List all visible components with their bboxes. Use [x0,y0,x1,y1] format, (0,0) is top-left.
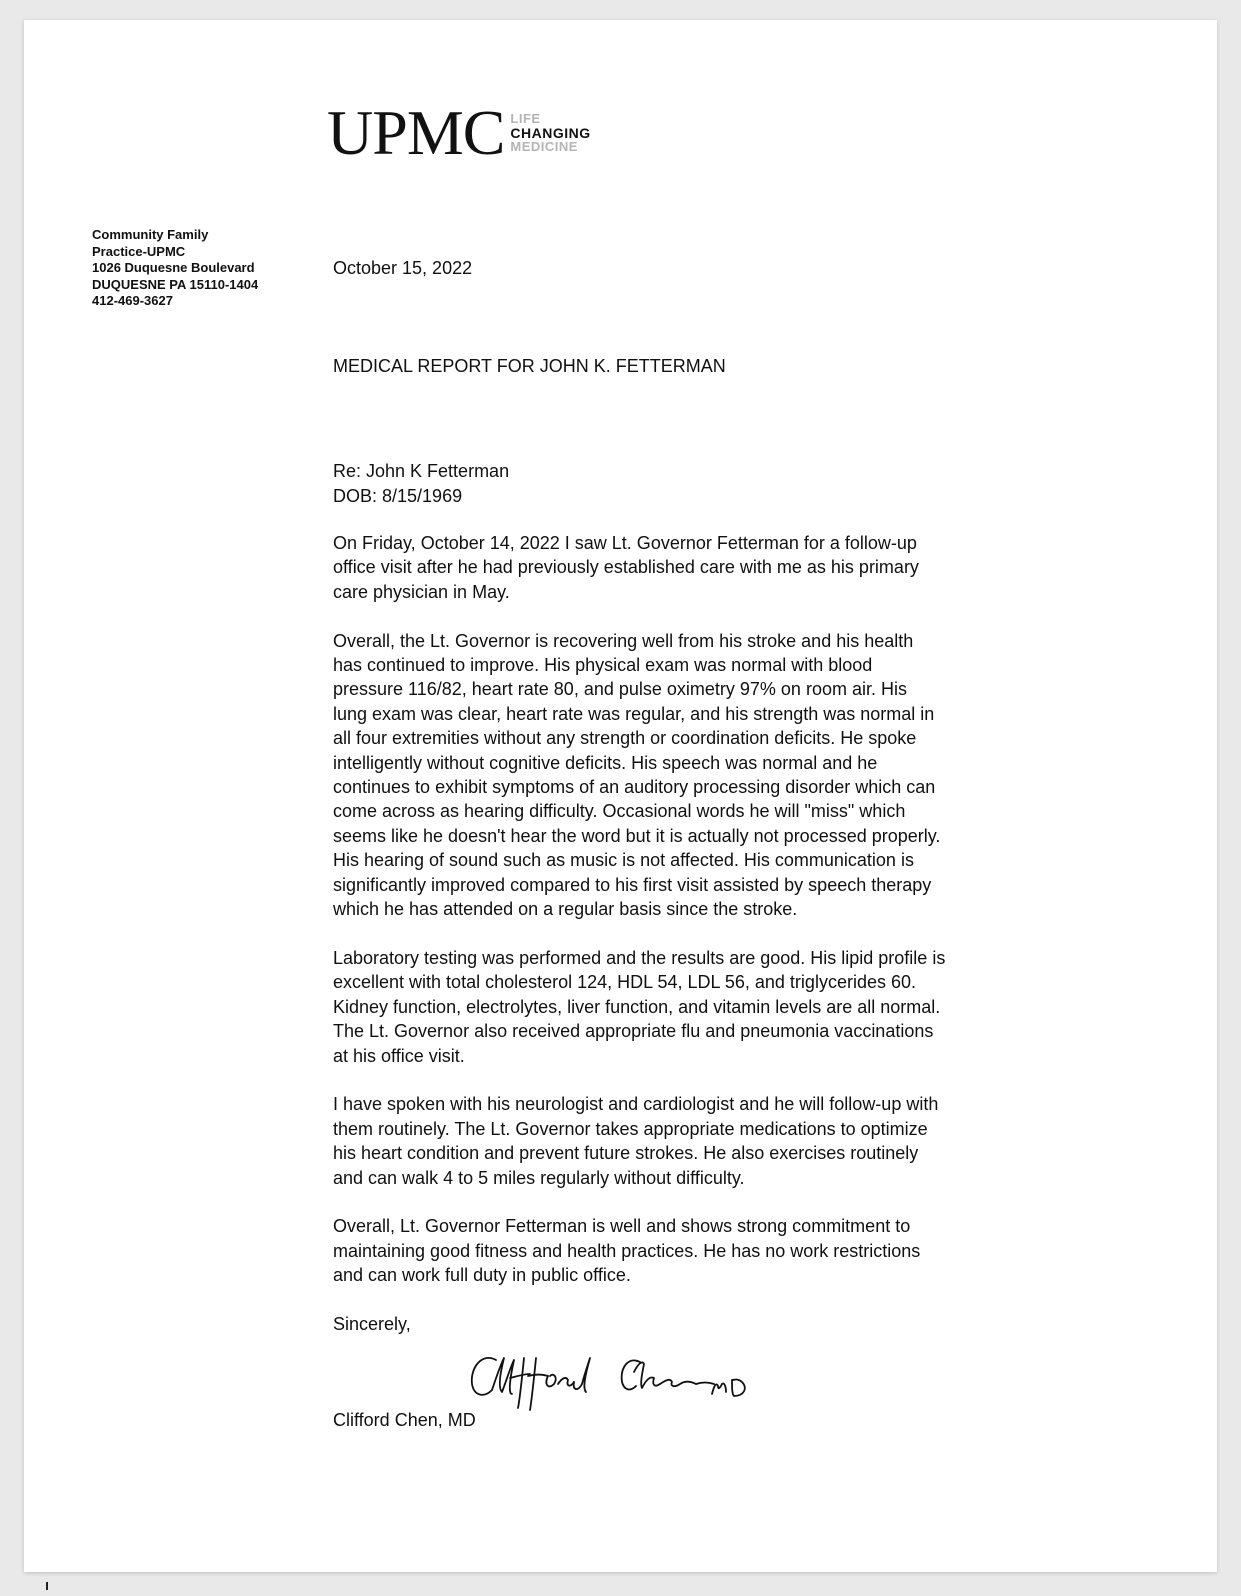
text-line: I have spoken with his neurologist and cardiologist and he will follow-up with [333,1094,939,1115]
reference-name: Re: John K Fetterman [333,461,510,481]
address-line: DUQUESNE PA 15110-1404 [92,276,259,292]
signer-name: Clifford Chen, MD [333,1410,476,1430]
text-line: at his office visit. [333,1045,465,1066]
text-line: continues to exhibit symptoms of an auditory processing disorder which can [333,777,936,798]
report-title: MEDICAL REPORT FOR JOHN K. FETTERMAN [333,356,726,376]
logo-tagline [510,112,590,154]
reference-block [333,459,1093,508]
text-line: pressure 116/82, heart rate 80, and pulse oximetry 97% on room air. His [333,679,907,700]
paragraph-visit [333,531,1093,604]
tagline-life: LIFE [510,111,541,126]
paragraph-labs [333,946,1093,1068]
text-line: which he has attended on a regular basis since the stroke. [333,899,798,920]
text-line: lung exam was clear, heart rate was regular, and his strength was normal in [333,703,935,724]
practice-address [92,227,258,310]
text-line: Overall, the Lt. Governor is recovering well from his stroke and his health [333,630,914,651]
text-line: his heart condition and prevent future strokes. He also exercises routinely [333,1143,919,1164]
text-line: seems like he doesn't hear the word but it is actually not processed properly. [333,825,941,846]
text-line: intelligently without cognitive deficits. His speech was normal and he [333,752,878,773]
text-line: them routinely. The Lt. Governor takes appropriate medications to optimize [333,1118,928,1139]
logo-wordmark: UPMC [327,97,505,168]
tagline-medicine: MEDICINE [510,139,578,154]
paragraph-conclusion [333,1214,1093,1287]
text-line: come across as hearing difficulty. Occasional words he will "miss" which [333,801,906,822]
address-line: Community Family [92,227,209,242]
upmc-logo [327,97,591,168]
reference-dob: DOB: 8/15/1969 [333,485,463,506]
text-line: Kidney function, electrolytes, liver function, and vitamin levels are all normal. [333,996,941,1017]
tagline-changing: CHANGING [510,125,591,141]
letter-body [333,531,1093,1312]
text-line: all four extremities without any strength or coordination deficits. He spoke [333,728,917,749]
address-line: Practice-UPMC [92,243,186,259]
text-line: and can walk 4 to 5 miles regularly without difficulty. [333,1167,745,1188]
text-line: On Friday, October 14, 2022 I saw Lt. Governor Fetterman for a follow-up [333,533,917,553]
address-line: 412-469-3627 [92,293,173,308]
handwritten-signature [444,1338,764,1418]
text-line: excellent with total cholesterol 124, HDL 54, LDL 56, and triglycerides 60. [333,972,916,993]
text-line: His hearing of sound such as music is not affected. His communication is [333,850,914,871]
letter-date: October 15, 2022 [333,258,473,278]
scan-mark [46,1582,48,1590]
text-line: maintaining good fitness and health practices. He has no work restrictions [333,1240,921,1261]
text-line: care physician in May. [333,581,510,602]
text-line: has continued to improve. His physical exam was normal with blood [333,655,873,676]
text-line: Laboratory testing was performed and the results are good. His lipid profile is [333,947,946,968]
paragraph-followup [333,1092,1093,1190]
text-line: and can work full duty in public office. [333,1265,631,1286]
paragraph-exam [333,629,1093,922]
address-line: 1026 Duquesne Boulevard [92,260,255,275]
text-line: significantly improved compared to his first visit assisted by speech therapy [333,874,932,895]
text-line: The Lt. Governor also received appropriate flu and pneumonia vaccinations [333,1021,934,1042]
letter-page [24,20,1217,1572]
closing-salutation: Sincerely, [333,1314,411,1334]
text-line: office visit after he had previously established care with me as his primary [333,557,919,578]
text-line: Overall, Lt. Governor Fetterman is well and shows strong commitment to [333,1216,911,1237]
